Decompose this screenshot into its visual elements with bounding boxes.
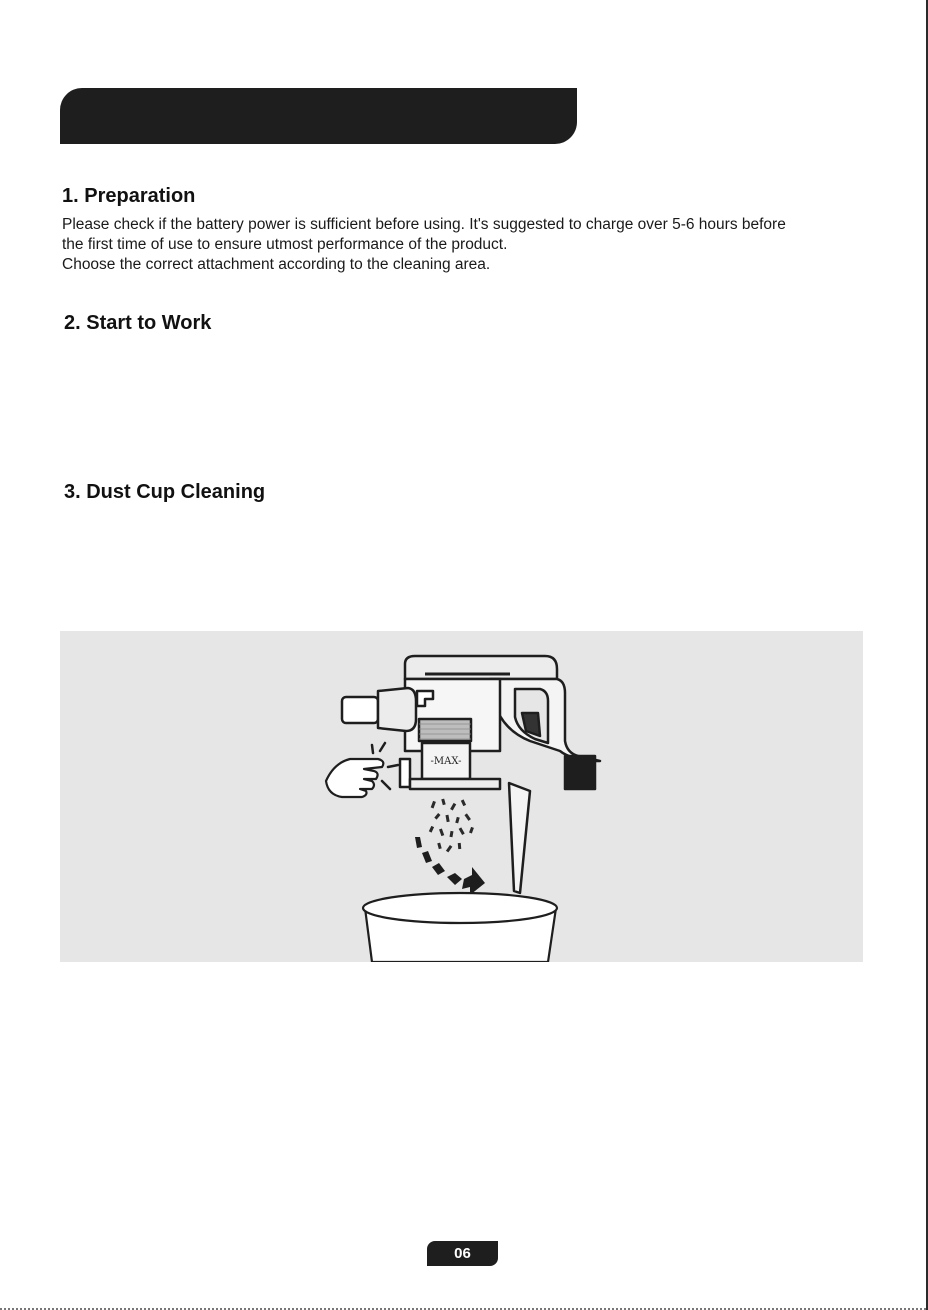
page-number-badge: 06: [427, 1241, 498, 1266]
dust-particles-icon: [429, 799, 474, 853]
press-hand-icon: [326, 743, 398, 797]
dust-cup-illustration: [60, 631, 863, 962]
preparation-line-3: Choose the correct attachment according to the cleaning area.: [62, 256, 491, 273]
max-fill-label: -MAX-: [430, 756, 462, 767]
section-title-preparation: 1. Preparation: [62, 185, 196, 207]
preparation-line-1: Please check if the battery power is sufficient before using. It's suggested to charge over 5-6 hours before: [62, 216, 786, 233]
section-title-dust-cup-cleaning: 3. Dust Cup Cleaning: [64, 481, 266, 503]
section-title-start-to-work: 2. Start to Work: [64, 312, 212, 334]
trash-bin-icon: [363, 893, 557, 962]
vacuum-cleaner-icon: [342, 656, 600, 893]
preparation-line-2: the first time of use to ensure utmost performance of the product.: [62, 236, 508, 253]
header-banner: [60, 88, 577, 144]
